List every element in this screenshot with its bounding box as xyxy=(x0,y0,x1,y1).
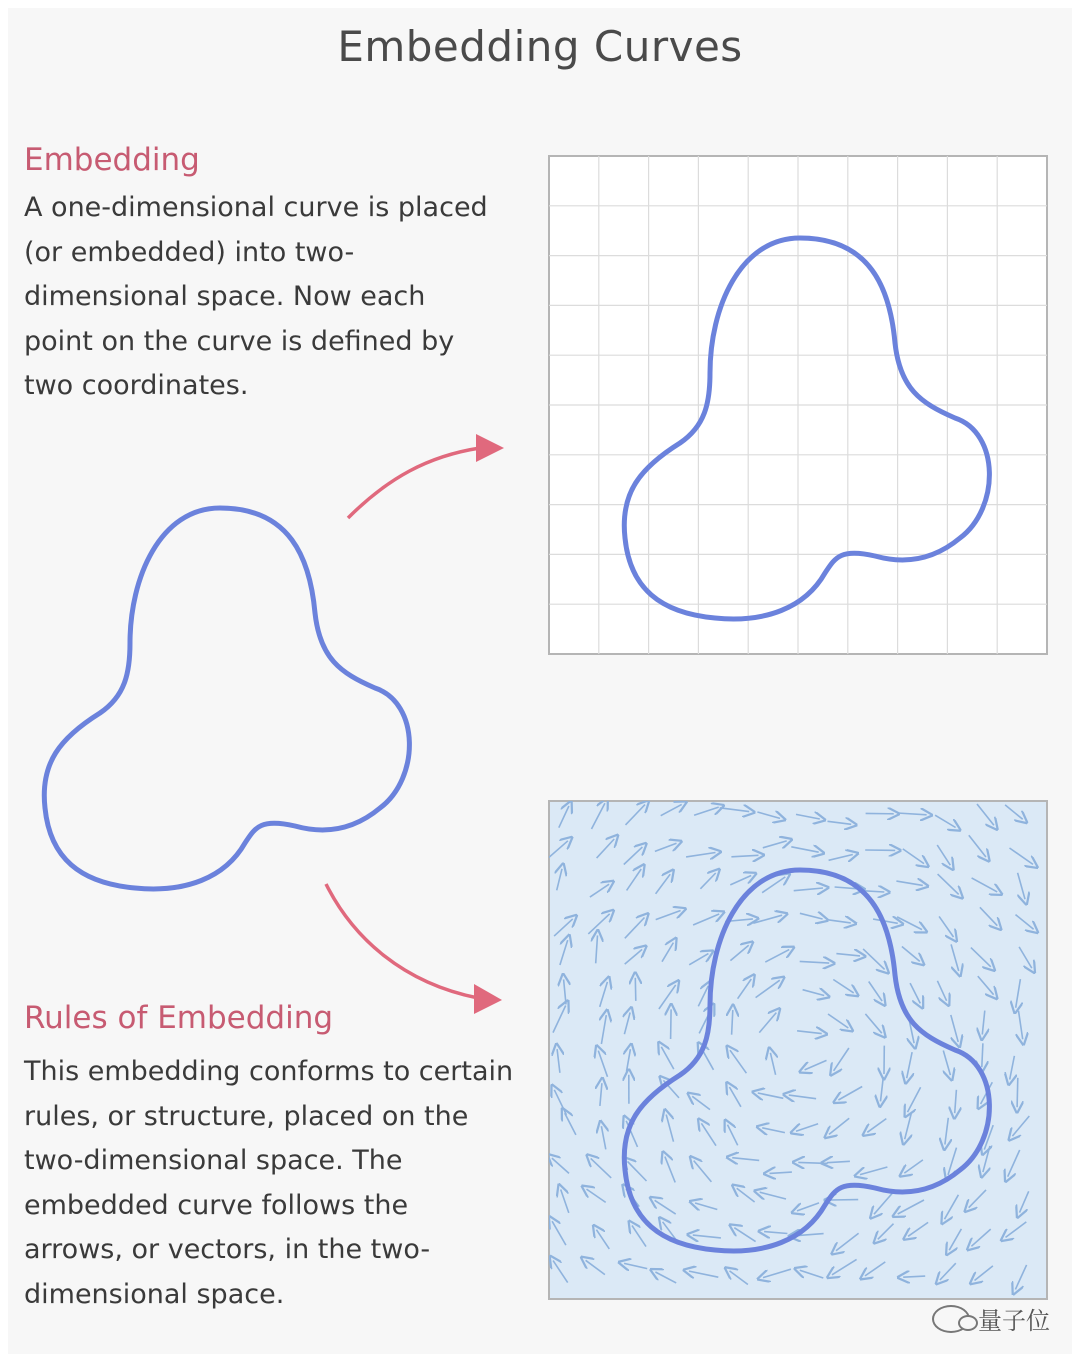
watermark-text: 量子位 xyxy=(978,1301,1050,1336)
grid-panel xyxy=(549,156,1047,654)
arrow-to-grid xyxy=(348,434,504,518)
vector-field-panel xyxy=(547,801,1047,1299)
watermark xyxy=(932,1301,1050,1336)
unembedded-curve xyxy=(44,508,409,889)
vector-arrow xyxy=(1017,1078,1018,1107)
arrow-to-field xyxy=(326,884,502,1014)
embedding-description: A one-dimensional curve is placed (or embedded) into two-dimensional space. Now each point on the curve is defined by two coordinates. xyxy=(24,186,494,409)
page-title: Embedding Curves xyxy=(8,22,1072,71)
page xyxy=(8,8,1072,1354)
vector-arrow xyxy=(798,1162,827,1163)
rules-heading: Rules of Embedding xyxy=(24,1000,333,1036)
chat-bubble-icon xyxy=(932,1305,970,1333)
rules-description: This embedding conforms to certain rules, or structure, placed on the two-dimensional space. The embedded curve follows the arrows, or vectors, in the two-dimensional space. xyxy=(24,1050,514,1317)
vector-arrow xyxy=(671,1009,672,1039)
embedding-heading: Embedding xyxy=(24,142,200,178)
vector-arrow xyxy=(982,1043,983,1067)
vector-arrow xyxy=(635,978,636,1001)
vector-arrow xyxy=(903,1276,925,1277)
